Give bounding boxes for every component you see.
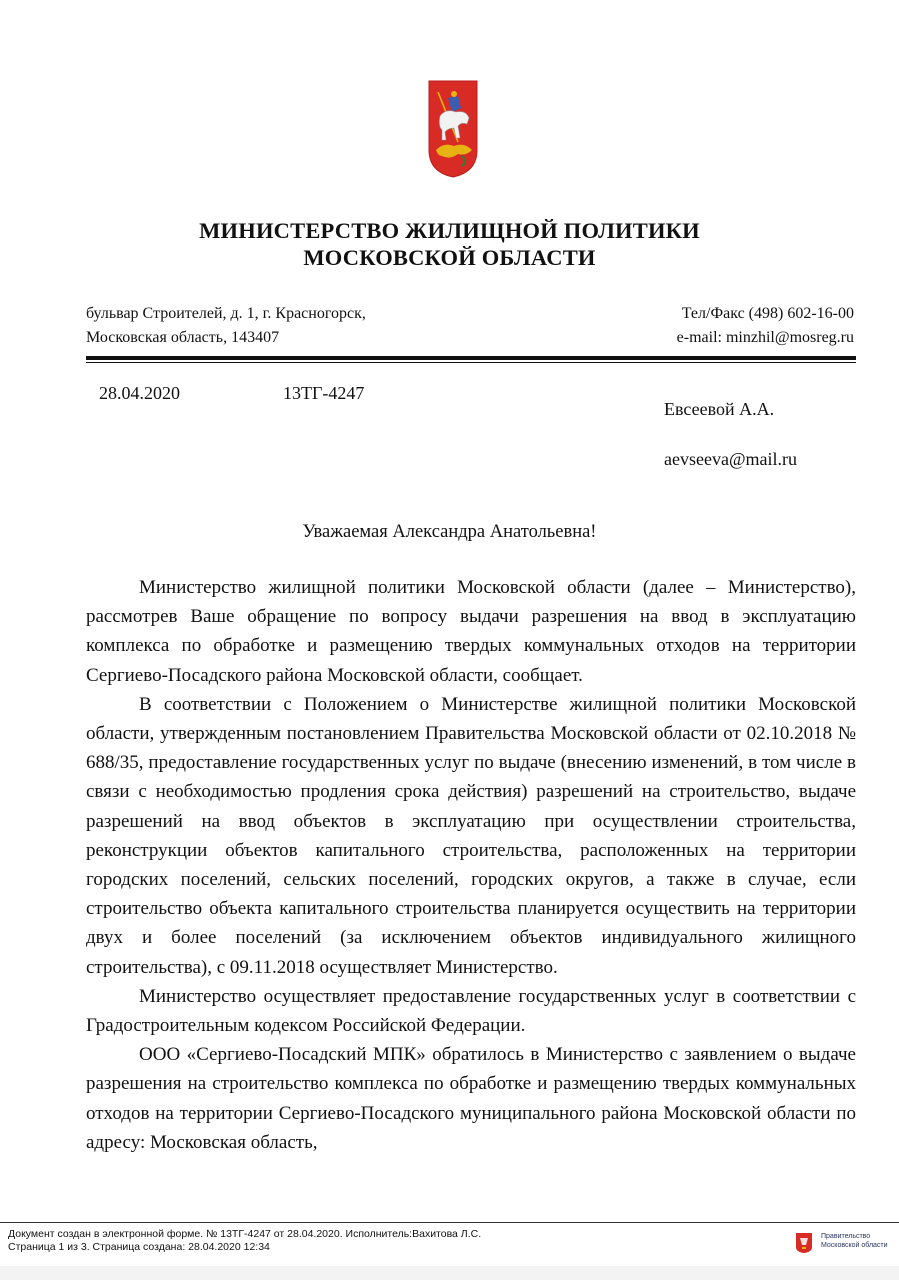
ministry-title-line1: МИНИСТЕРСТВО ЖИЛИЩНОЙ ПОЛИТИКИ bbox=[199, 218, 700, 243]
header-rule-thin bbox=[86, 362, 856, 363]
registration-date: 28.04.2020 bbox=[99, 383, 180, 403]
address-line1: бульвар Строителей, д. 1, г. Красногорск, bbox=[86, 305, 366, 322]
letter-body bbox=[86, 573, 856, 1157]
greeting: Уважаемая Александра Анатольевна! bbox=[302, 522, 597, 542]
phone-fax: Тел/Факс (498) 602-16-00 bbox=[681, 305, 854, 322]
registration-number: 13ТГ-4247 bbox=[283, 383, 365, 403]
recipient-email: aevseeva@mail.ru bbox=[664, 449, 798, 469]
ministry-contacts bbox=[677, 302, 854, 350]
paragraph-2: В соответствии с Положением о Министерстве жилищной политики Московской области, утвержденным постановлением Правительства Московской области от 02.10.2018 № 688/35, предоставление государственных услуг по выдаче (внесению изменений, в том числе в связи с необходимостью продления срока действия) разрешений на строительство, выдаче разрешений на ввод объектов в эксплуатацию при осуществлении строительства, реконструкции объектов капитального строительства, расположенных на территории городских поселений, сельских поселений, городских округов, а также в случае, если строительство объекта капитального строительства планируется осуществить на территории двух и более поселений (за исключением объектов индивидуального жилищного строительства), с 09.11.2018 осуществляет Министерство. bbox=[86, 693, 856, 978]
paragraph-3: Министерство осуществляет предоставление государственных услуг в соответствии с Градостроительным кодексом Российской Федерации. bbox=[86, 985, 856, 1037]
page-bottom-margin bbox=[0, 1266, 899, 1280]
header-rule-thick bbox=[86, 356, 856, 360]
ministry-title-line2: МОСКОВСКОЙ ОБЛАСТИ bbox=[303, 245, 596, 270]
brand-line2: Московской области bbox=[821, 1241, 888, 1249]
document-footer bbox=[0, 1222, 899, 1267]
address-line2: Московская область, 143407 bbox=[86, 329, 280, 346]
footer-info bbox=[8, 1228, 481, 1254]
government-brand bbox=[821, 1233, 888, 1250]
recipient-name: Евсеевой А.А. bbox=[664, 399, 775, 419]
footer-line2: Страница 1 из 3. Страница создана: 28.04.2020 12:34 bbox=[8, 1241, 270, 1253]
moscow-oblast-emblem-icon bbox=[795, 1232, 813, 1254]
ministry-email: e-mail: minzhil@mosreg.ru bbox=[676, 329, 854, 346]
ministry-address bbox=[86, 302, 366, 350]
footer-line1: Документ создан в электронной форме. № 13ТГ-4247 от 28.04.2020. Исполнитель:Вахитова Л.С. bbox=[8, 1228, 482, 1240]
coat-of-arms-icon bbox=[428, 80, 478, 178]
paragraph-4: ООО «Сергиево-Посадский МПК» обратилось в Министерство с заявлением о выдаче разрешения на строительство комплекса по обработке и размещению твердых коммунальных отходов на территории Сергиево-Посадского муниципального района Московской области по адресу: Московская область, bbox=[86, 1044, 856, 1153]
paragraph-1: Министерство жилищной политики Московской области (далее – Министерство), рассмотрев Ваше обращение по вопросу выдачи разрешения на ввод в эксплуатацию комплекса по обработке и размещению твердых коммунальных отходов на территории Сергиево-Посадского района Московской области, сообщает. bbox=[86, 577, 856, 686]
brand-line1: Правительство bbox=[821, 1233, 871, 1240]
